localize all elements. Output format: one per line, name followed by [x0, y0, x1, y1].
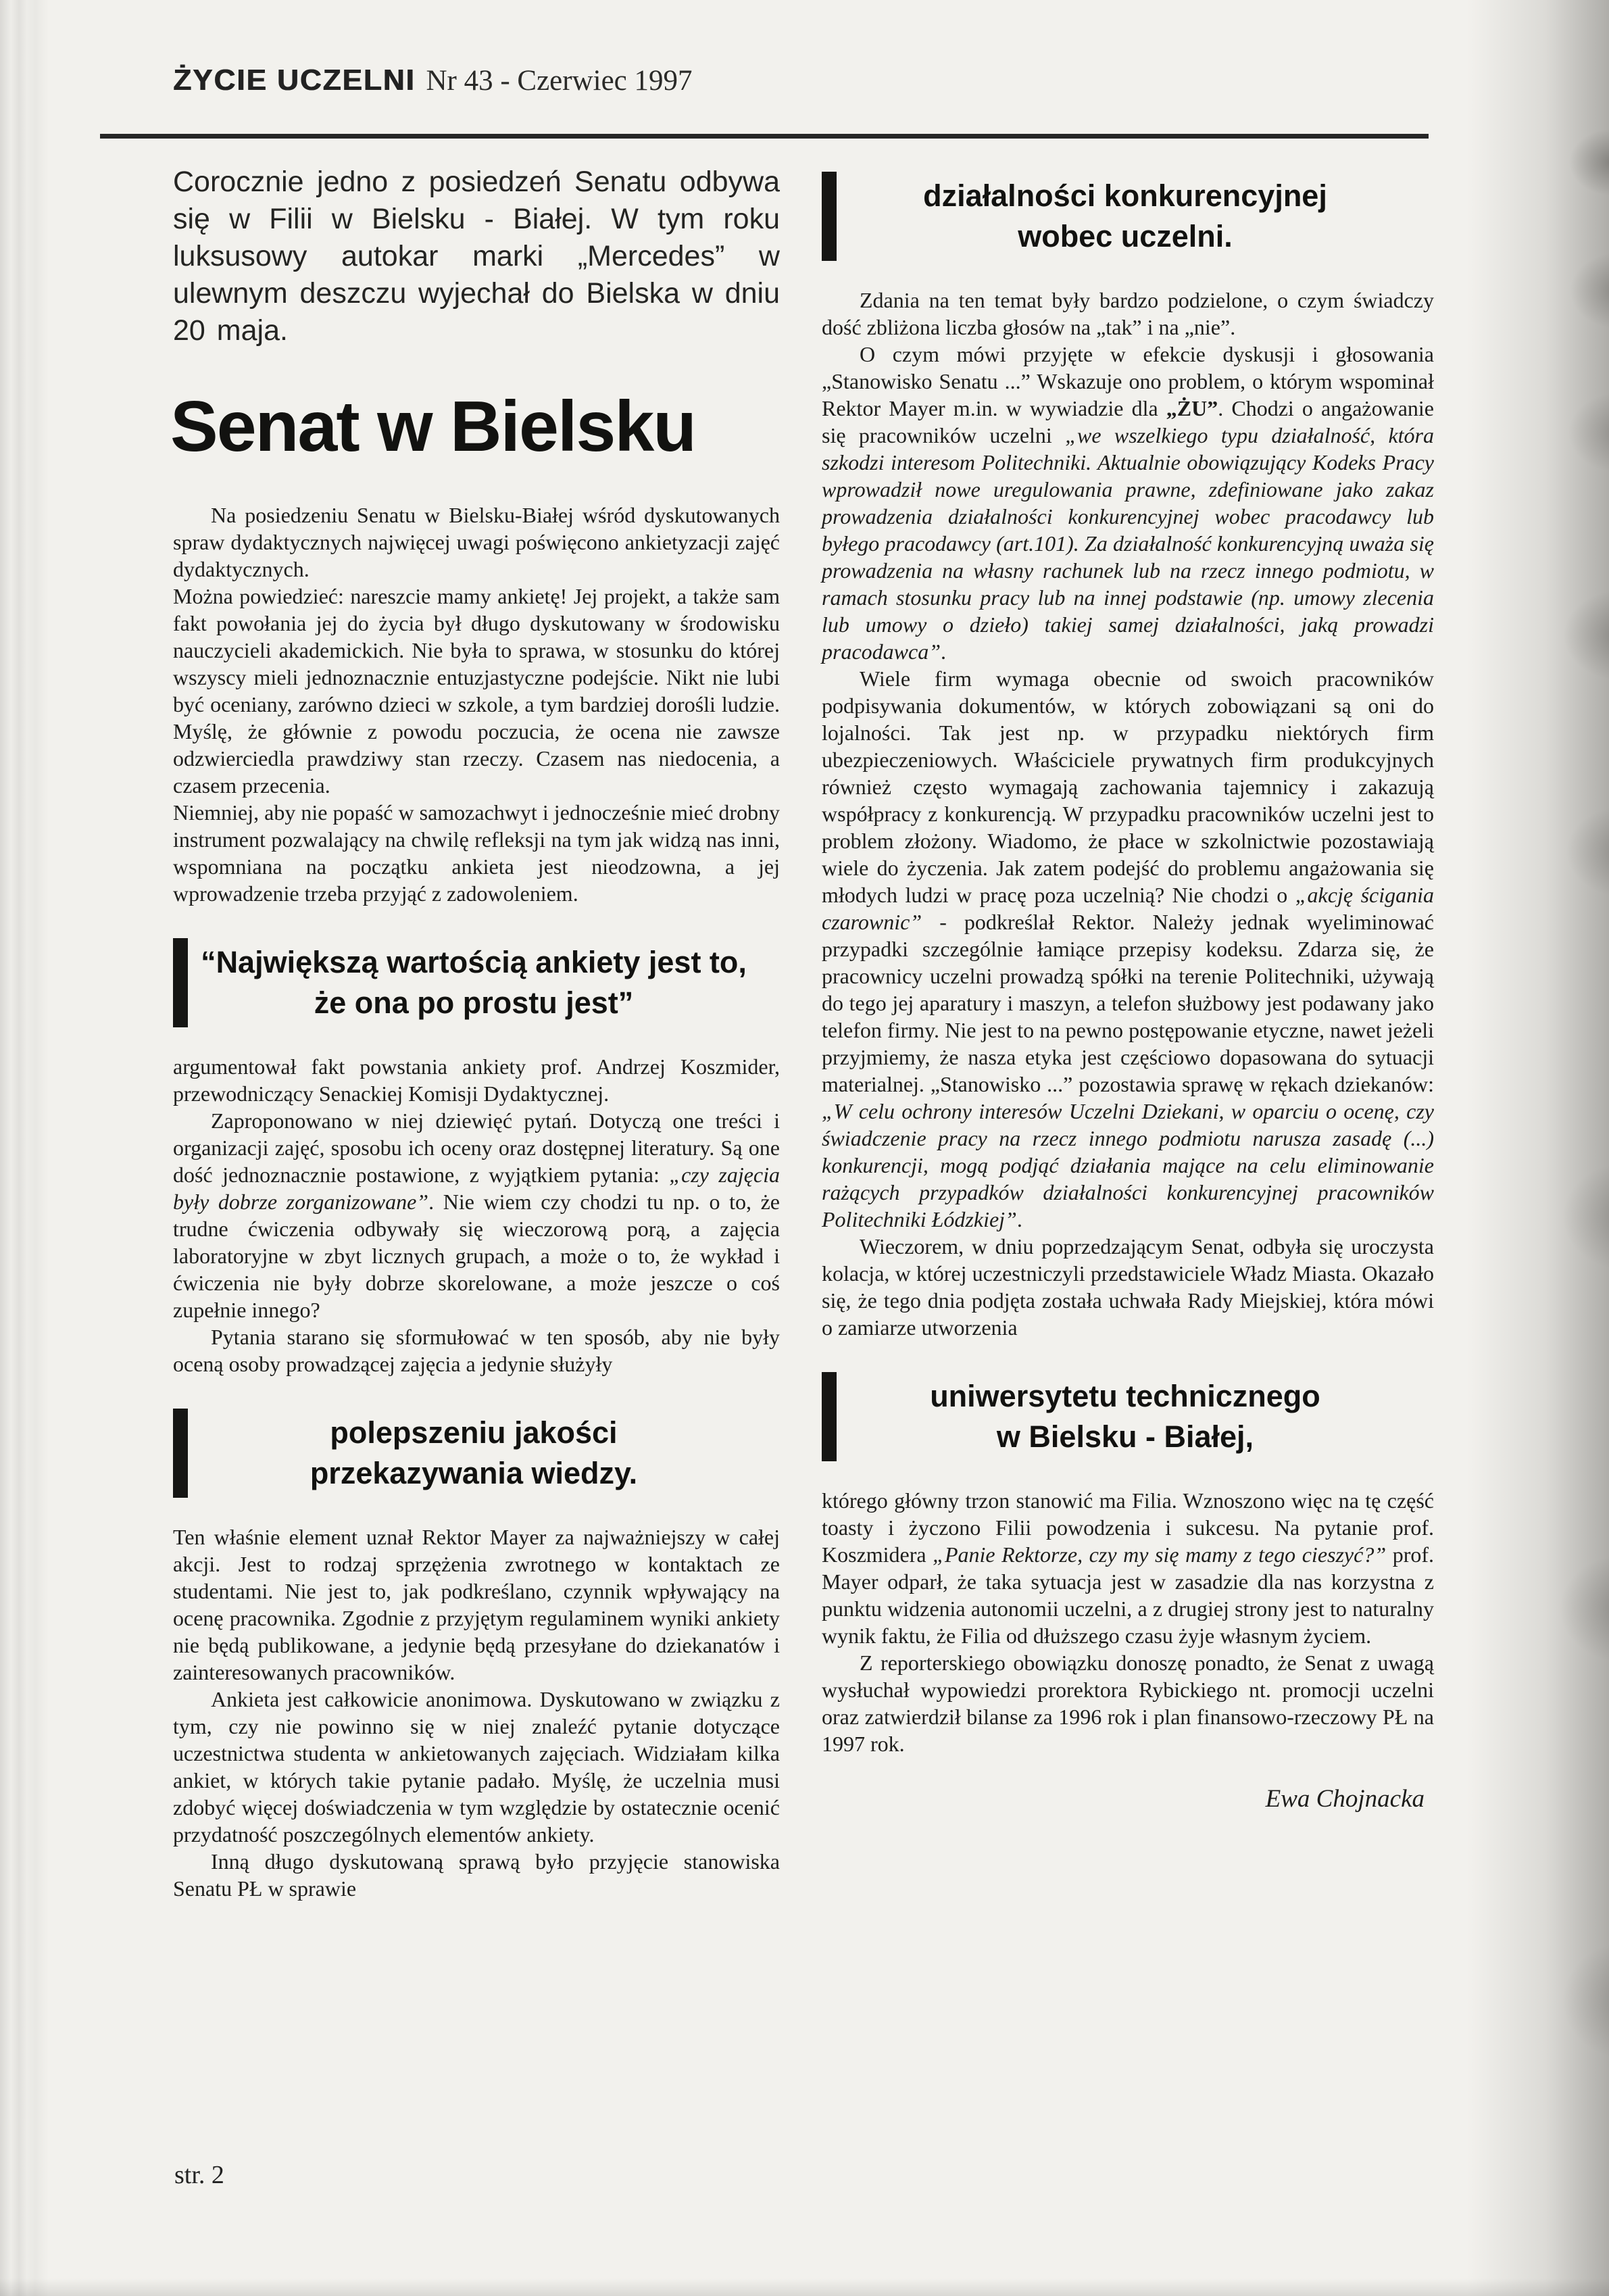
paragraph: Na posiedzeniu Senatu w Bielsku-Białej wśród dyskutowanych spraw dydaktycznych najwięcej uwagi poświęcono ankietyzacji zajęć dydaktycznych.	[173, 503, 780, 581]
masthead-title: ŻYCIE UCZELNI	[173, 64, 416, 97]
section-heading-technical-university	[822, 1372, 1434, 1461]
heading-text: polepszeniu jakości przekazywania wiedzy.	[310, 1415, 638, 1490]
heading-text: uniwersytetu technicznego w Bielsku - Białej,	[930, 1379, 1320, 1454]
heading-accent-bar	[822, 1372, 837, 1461]
section-heading-quality	[173, 1409, 780, 1498]
heading-text: działalności konkurencyjnej wobec uczelni.	[923, 178, 1327, 253]
section-heading-competitive-activity	[822, 172, 1434, 261]
paragraph: argumentował fakt powstania ankiety prof. Andrzej Koszmider, przewodniczący Senackiej Komisji Dydaktycznej.	[173, 1054, 780, 1106]
paragraph: Ankieta jest całkowicie anonimowa. Dyskutowano w związku z tym, czy nie powinno się w niej znaleźć pytanie dotyczące uczestnictwa studenta w ankietowanych zajęciach. Widziałam kilka ankiet, w których takie pytanie padało. Myślę, że uczelnia musi zdobyć więcej doświadczenia w tym względzie by ostatecznie ocenić przydatność poszczególnych elementów ankiety.	[173, 1687, 780, 1847]
lead-paragraph: Corocznie jedno z posiedzeń Senatu odbywa się w Filii w Bielsku - Białej. W tym roku luksusowy autokar marki „Mercedes” w ulewnym deszczu wyjechał do Bielska w dniu 20 maja.	[173, 166, 780, 347]
issue-date: Nr 43 - Czerwiec 1997	[426, 65, 693, 97]
paragraph: O czym mówi przyjęte w efekcie dyskusji i głosowania „Stanowisko Senatu ...” Wskazuje ono problem, o którym wspominał Rektor Mayer m.in. w wywiadzie dla „ŻU”. Chodzi o angażowanie się pracowników uczelni „we wszelkiego typu działalność, która szkodzi interesom Politechniki. Aktualnie obowiązujący Kodeks Pracy wprowadził nowe uregulowania prawne, zdefiniowane jako zakaz prowadzenia działalności konkurencyjnej wobec pracodawcy lub byłego pracodawcy (art.101). Za działalność konkurencyjną uważa się prowadzenia na własny rachunek lub na rzecz innego podmiotu, w ramach stosunku pracy lub na innej podstawie (np. umowy zlecenia lub umowy o dzieło) takiej samej działalności, jaką prowadzi pracodawca”.	[822, 342, 1435, 664]
paragraph: Inną długo dyskutowaną sprawą było przyjęcie stanowiska Senatu PŁ w sprawie	[173, 1849, 780, 1901]
left-column	[170, 164, 781, 1902]
header-rule	[100, 134, 1429, 139]
heading-accent-bar	[173, 1409, 188, 1498]
author-signature: Ewa Chojnacka	[1265, 1785, 1425, 1813]
paragraph: Zdania na ten temat były bardzo podzielone, o czym świadczy dość zbliżona liczba głosów na „tak” i na „nie”.	[822, 288, 1434, 339]
paragraph: Ten właśnie element uznał Rektor Mayer za najważniejszy w całej akcji. Jest to rodzaj sprzężenia zwrotnego w kontaktach ze studentami. Nie jest to, jak podkreślano, czynnik wpływający na ocenę pracownika. Zgodnie z przyjętym regulaminem wyniki ankiety nie będą publikowane, a jedynie będą przesyłane do dziekanatów i zainteresowanych pracowników.	[173, 1525, 780, 1684]
page-bottom-shadow	[0, 2278, 1609, 2296]
paragraph: którego główny trzon stanowić ma Filia. Wznoszono więc na tę część toasty i życzono Filii powodzenia i sukcesu. Na pytanie prof. Koszmidera „Panie Rektorze, czy my się mamy z tego cieszyć?” prof. Mayer odparł, że taka sytuacja jest w zasadzie dla nas korzystna z punktu widzenia autonomii uczelni, a z drugiej strony jest to naturalny wynik faktu, że Filia od dłuższego czasu żyje własnym życiem.	[822, 1488, 1435, 1648]
scan-streaks-left-edge	[0, 0, 68, 2296]
paragraph: Można powiedzieć: nareszcie mamy ankietę! Jej projekt, a także sam fakt powołania jej do życia był długo dyskutowany w środowisku nauczycieli akademickich. Nie była to sprawa, w stosunku do której wszyscy mieli jednoznacznie entuzjastyczne podejście. Nikt nie lubi być oceniany, zarówno dzieci w szkole, a tym bardziej dorośli ludzie. Myślę, że głównie z powodu poczucia, że ocena nie zawsze odzwierciedla prawdziwy stan rzeczy. Czasem nas niedocenia, a czasem przecenia.	[173, 584, 780, 798]
heading-accent-bar	[822, 172, 837, 261]
heading-text: “Największą wartością ankiety jest to, że ona po prostu jest”	[201, 945, 747, 1020]
paragraph: Wiele firm wymaga obecnie od swoich pracowników podpisywania dokumentów, w których zobowiązani są oni do lojalności. Tak jest np. w przypadku niektórych firm ubezpieczeniowych. Właściciele prywatnych firm produkcyjnych również często wymagają zachowania tajemnicy i zakazują współpracy z konkurencją. W przypadku pracowników uczelni jest to problem złożony. Wiadomo, że płace w szkolnictwie pozostawiają wiele do życzenia. Jak zatem podejść do problemu angażowania się młodych ludzi w pracę poza uczelnią? Nie chodzi o „akcję ścigania czarownic” - podkreślał Rektor. Należy jednak wyeliminować przypadki szczególnie łamiące przepisy kodeksu. Zdarza się, że pracownicy uczelni prowadzą spółki na terenie Politechniki, używają do tego jej aparatury i maszyn, a telefon służbowy jest podawany jako telefon firmy. Nie jest to na pewno postępowanie etyczne, nawet jeżeli przyjmiemy, że nasza etyka jest częściowo dopasowana do sytuacji materialnej. „Stanowisko ...” pozostawia sprawę w rękach dziekanów: „W celu ochrony interesów Uczelni Dziekani, w oparciu o ocenę, czy świadczenie pracy na rzecz innego podmiotu narusza zasadę (...) konkurencji, mogą podjąć działania mające na celu eliminowanie rażących przypadków działalności konkurencyjnej pracowników Politechniki Łódzkiej”.	[822, 666, 1435, 1231]
page-edge-shadow	[1467, 0, 1609, 2296]
heading-accent-bar	[173, 938, 188, 1027]
paragraph: Niemniej, aby nie popaść w samozachwyt i jednocześnie mieć drobny instrument pozwalający na chwilę refleksji na tym jak widzą nas inni, wspomniana na początku ankieta jest nieodzowna, a jej wprowadzenie trzeba przyjąć z zadowoleniem.	[173, 800, 780, 906]
paragraph: Z reporterskiego obowiązku donoszę ponadto, że Senat z uwagą wysłuchał wypowiedzi prorektora Rybickiego nt. promocji uczelni oraz zatwierdził bilanse za 1996 rok i plan finansowo-rzeczowy PŁ na 1997 rok.	[822, 1651, 1434, 1756]
page-number: str. 2	[174, 2161, 224, 2189]
right-column	[822, 172, 1434, 1813]
page-header	[173, 64, 693, 97]
paragraph: Wieczorem, w dniu poprzedzającym Senat, odbyła się uroczysta kolacja, w której uczestniczyli przedstawiciele Władz Miasta. Okazało się, że tego dnia podjęta została uchwała Rady Miejskiej, która mówi o zamiarze utworzenia	[822, 1234, 1434, 1340]
paragraph: Zaproponowano w niej dziewięć pytań. Dotyczą one treści i organizacji zajęć, sposobu ich oceny oraz dostępnej literatury. Są one dość jednoznacznie postawione, z wyjątkiem pytania: „czy zajęcia były dobrze zorganizowane”. Nie wiem czy chodzi tu np. o to, że trudne ćwiczenia odbywały się wieczorową porą, a zajęcia laboratoryjne w zbyt licznych grupach, a może o to, że wykład i ćwiczenia nie były dobrze skorelowane, a może jeszcze o coś zupełnie innego?	[173, 1108, 781, 1322]
article-headline: Senat w Bielsku	[170, 387, 696, 466]
section-heading-survey-value	[173, 938, 780, 1027]
paragraph: Pytania starano się sformułować w ten sposób, aby nie były oceną osoby prowadzącej zajęcia a jedynie służyły	[173, 1325, 780, 1376]
